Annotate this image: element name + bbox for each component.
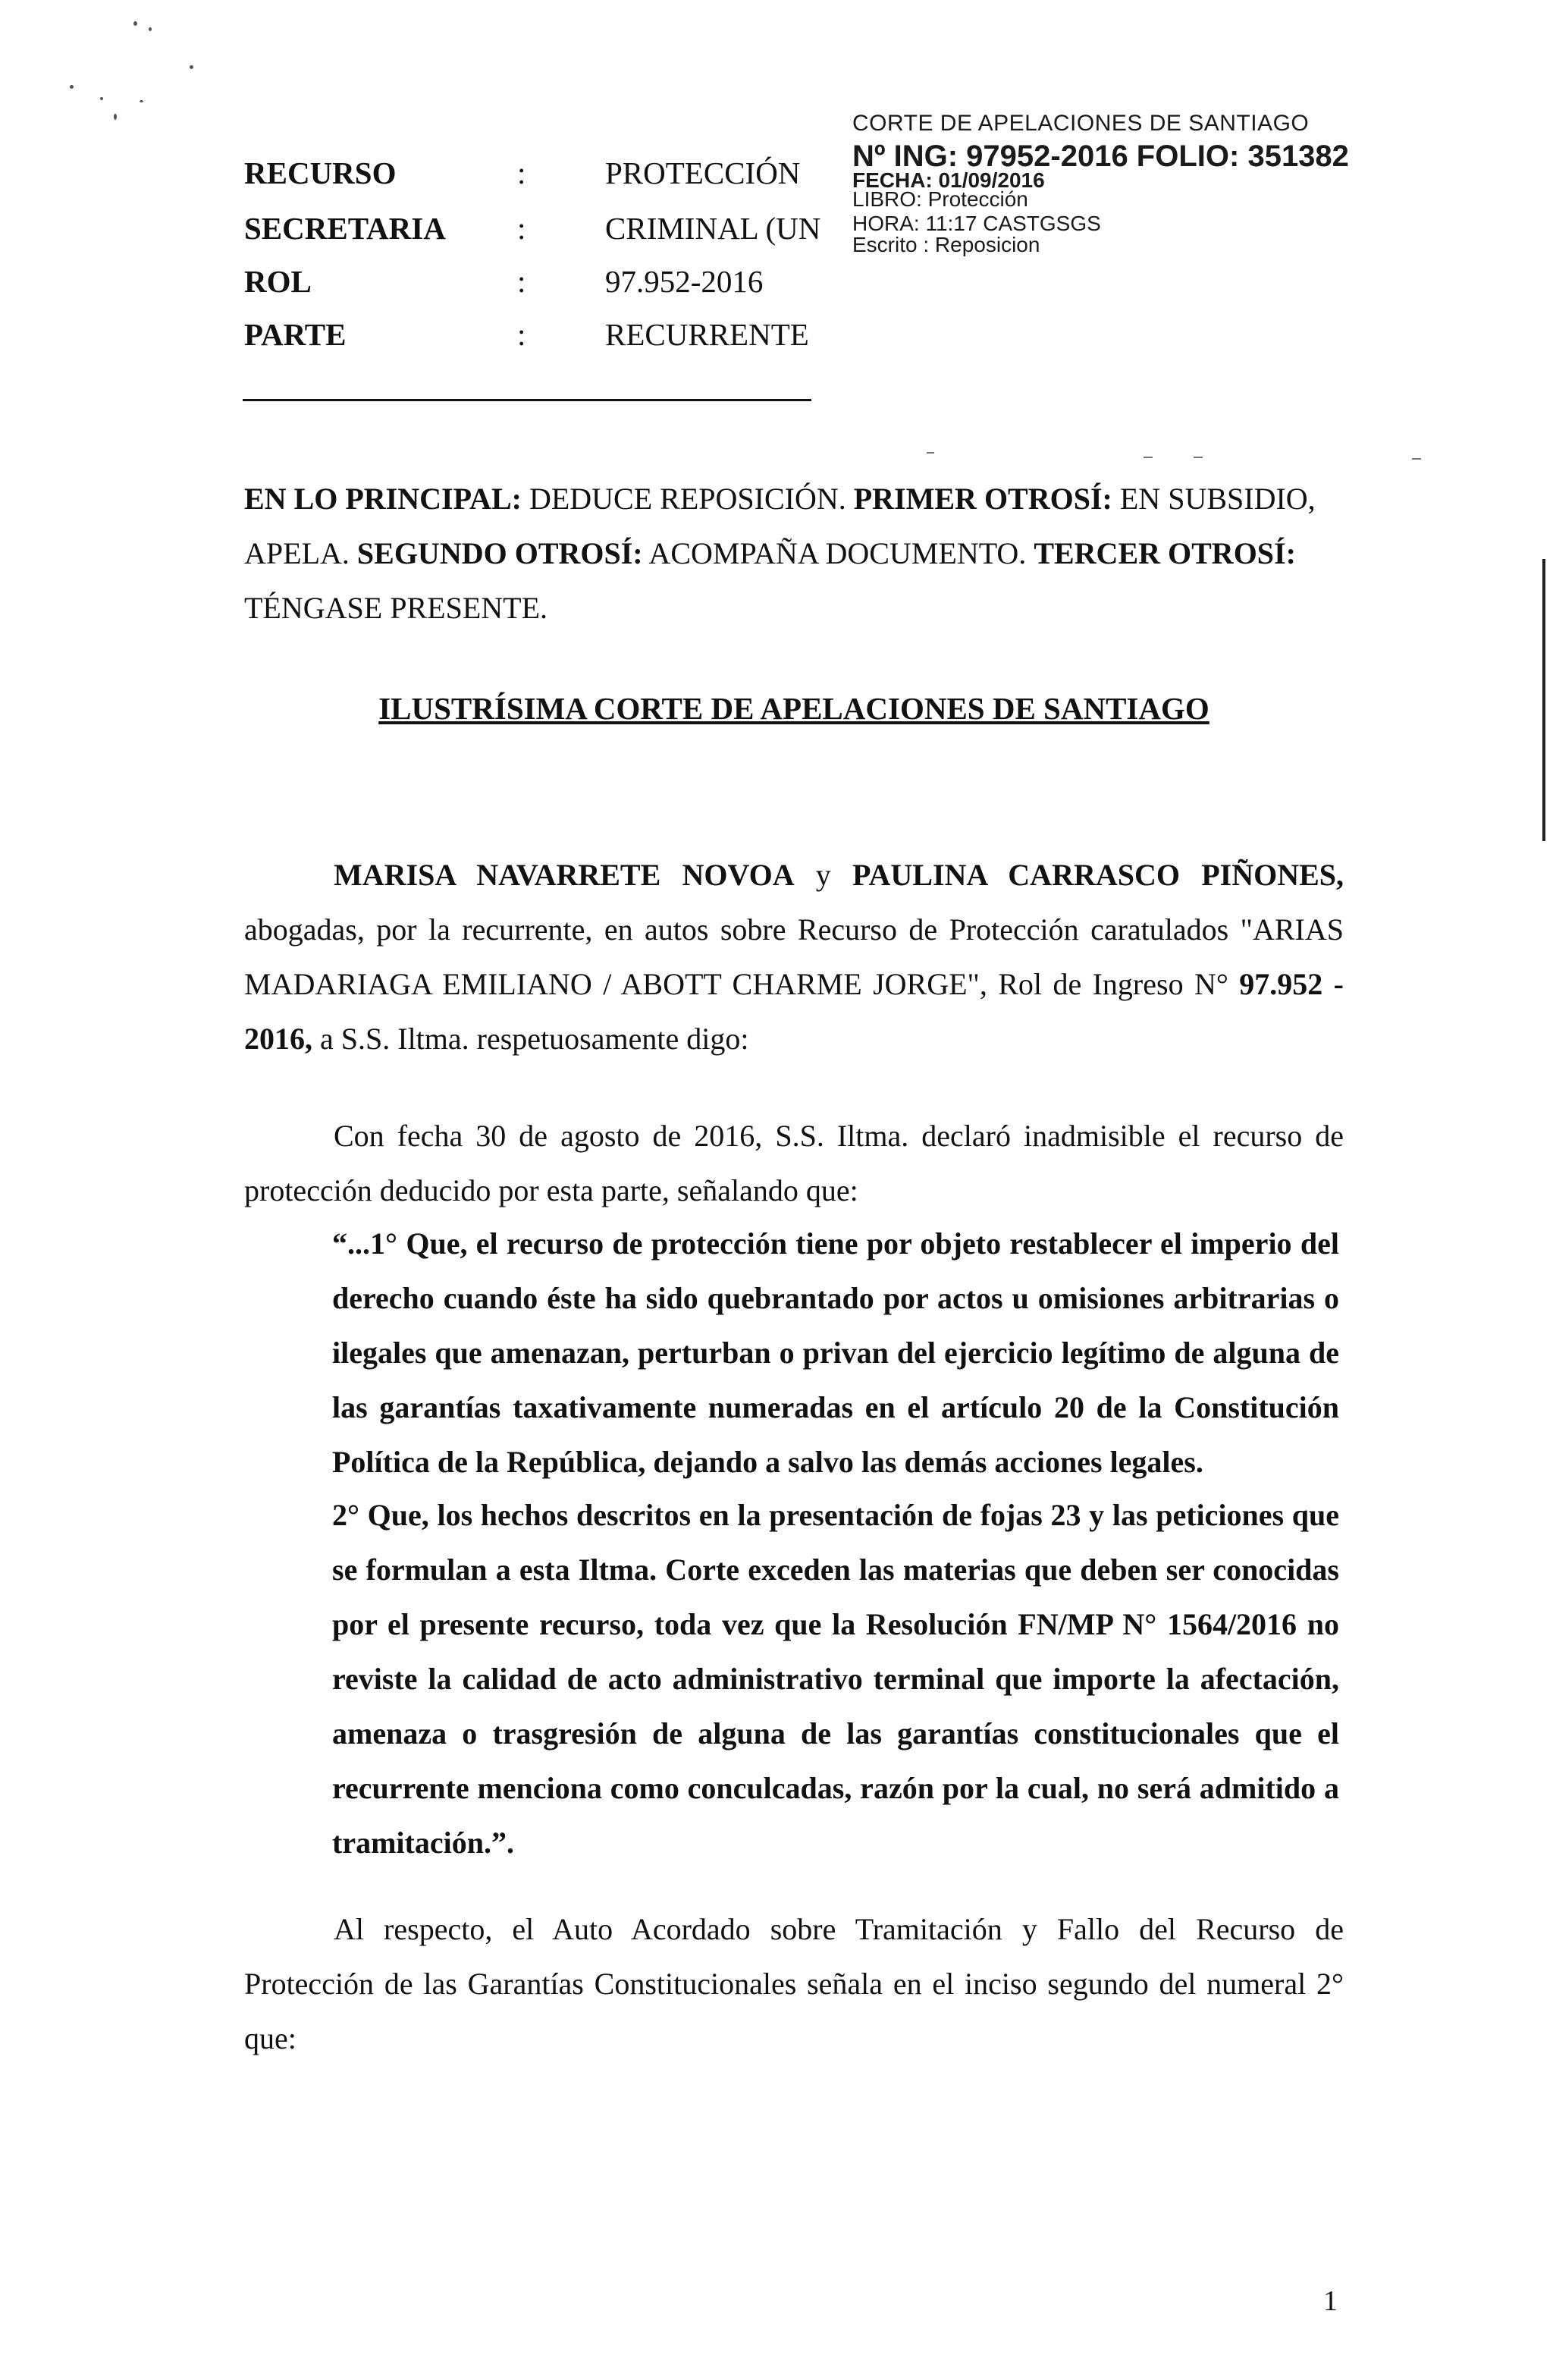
stamp-escrito: Escrito : Reposicion <box>852 233 1040 256</box>
stamp-libro: LIBRO: Protección <box>852 187 1028 211</box>
page-number: 1 <box>1323 2285 1338 2317</box>
quoted-resolution-part-2: 2° Que, los hechos descritos en la presentación de fojas 23 y las peticiones que se formulan a esta Iltma. Corte exceden las materias que deben ser conocidas por el presente recurso, toda vez que la Resolución FN/MP N° 1564/2016 no reviste la calidad de acto administrativo terminal que importe la afectación, amenaza o trasgresión de alguna de las garantías constitucionales que el recurrente menciona como conculcadas, razón por la cual, no será admitido a tramitación.”. <box>332 1498 1339 1860</box>
summary-tercer-otrosi-text: TÉNGASE PRESENTE. <box>244 591 547 625</box>
intro-text-2: a S.S. Iltma. respetuosamente digo: <box>312 1022 749 1056</box>
lawyer-name-2: PAULINA CARRASCO PIÑONES, <box>852 858 1344 892</box>
intro-connector: y <box>794 858 853 892</box>
document-summary <box>244 472 1344 636</box>
header-colon: : <box>517 264 526 299</box>
header-value-rol: 97.952-2016 <box>605 264 764 299</box>
auto-acordado-paragraph: Al respecto, el Auto Acordado sobre Tramitación y Fallo del Recurso de Protección de las Garantías Constitucionales señala en el inciso segundo del numeral 2° que: <box>244 1912 1344 2055</box>
fecha-paragraph: Con fecha 30 de agosto de 2016, S.S. Iltma. declaró inadmisible el recurso de protección deducido por esta parte, señalando que: <box>244 1119 1344 1207</box>
stamp-hora: HORA: 11:17 CASTGSGS <box>852 212 1101 235</box>
summary-primer-otrosi-label: PRIMER OTROSÍ: <box>853 482 1112 516</box>
summary-principal-text: DEDUCE REPOSICIÓN. <box>521 482 854 516</box>
header-colon: : <box>517 317 526 352</box>
summary-segundo-otrosi-label: SEGUNDO OTROSÍ: <box>356 536 643 570</box>
summary-primer-otrosi-text: EN SUBSIDIO, APELA. <box>244 482 1316 570</box>
stamp-court: CORTE DE APELACIONES DE SANTIAGO <box>852 111 1310 136</box>
scan-speck <box>133 21 137 26</box>
header-divider <box>243 399 811 401</box>
header-colon: : <box>517 211 526 246</box>
header-colon: : <box>517 155 526 190</box>
intro-rol: 97.952 - 2016, <box>244 967 1344 1056</box>
document-title: ILUSTRÍSIMA CORTE DE APELACIONES DE SANTIAGO <box>378 691 1209 726</box>
scan-speck <box>190 65 193 69</box>
scan-dash <box>927 452 934 454</box>
header-value-secretaria: CRIMINAL (UN <box>605 211 821 246</box>
scan-dash <box>1144 457 1153 458</box>
scan-dash <box>1194 457 1203 458</box>
header-label-secretaria: SECRETARIA <box>244 211 446 246</box>
header-label-parte: PARTE <box>244 317 347 352</box>
scan-speck <box>140 100 143 102</box>
intro-paragraph <box>244 848 1344 1066</box>
header-value-parte: RECURRENTE <box>605 317 809 352</box>
header-value-recurso: PROTECCIÓN <box>605 155 801 190</box>
scan-dash <box>1412 458 1421 460</box>
scan-speck <box>70 85 74 89</box>
scan-edge-mark <box>1542 559 1545 841</box>
quoted-resolution-part-1: “...1° Que, el recurso de protección tiene por objeto restablecer el imperio del derecho cuando éste ha sido quebrantado por actos u omisiones arbitrarias o ilegales que amenazan, perturban o privan del ejercicio legítimo de alguna de las garantías taxativamente numeradas en el artículo 20 de la Constitución Política de la República, dejando a salvo las demás acciones legales. <box>332 1226 1339 1479</box>
header-label-rol: ROL <box>244 264 312 299</box>
header-label-recurso: RECURSO <box>244 155 397 190</box>
scan-speck <box>149 27 152 31</box>
summary-principal-label: EN LO PRINCIPAL: <box>244 482 522 516</box>
summary-segundo-otrosi-text: ACOMPAÑA DOCUMENTO. <box>642 536 1034 570</box>
summary-tercer-otrosi-label: TERCER OTROSÍ: <box>1034 536 1296 570</box>
intro-text-1: abogadas, por la recurrente, en autos sobre Recurso de Protección caratulados "ARIAS MADARIAGA EMILIANO / ABOTT CHARME JORGE", Rol de Ingreso N° <box>244 912 1344 1001</box>
scan-speck <box>100 97 103 100</box>
lawyer-name-1: MARISA NAVARRETE NOVOA <box>334 858 795 892</box>
stamp-ingreso-folio: Nº ING: 97952-2016 FOLIO: 351382 <box>852 140 1349 173</box>
scan-speck <box>114 114 117 120</box>
stamp-fecha: FECHA: 01/09/2016 <box>852 168 1045 192</box>
